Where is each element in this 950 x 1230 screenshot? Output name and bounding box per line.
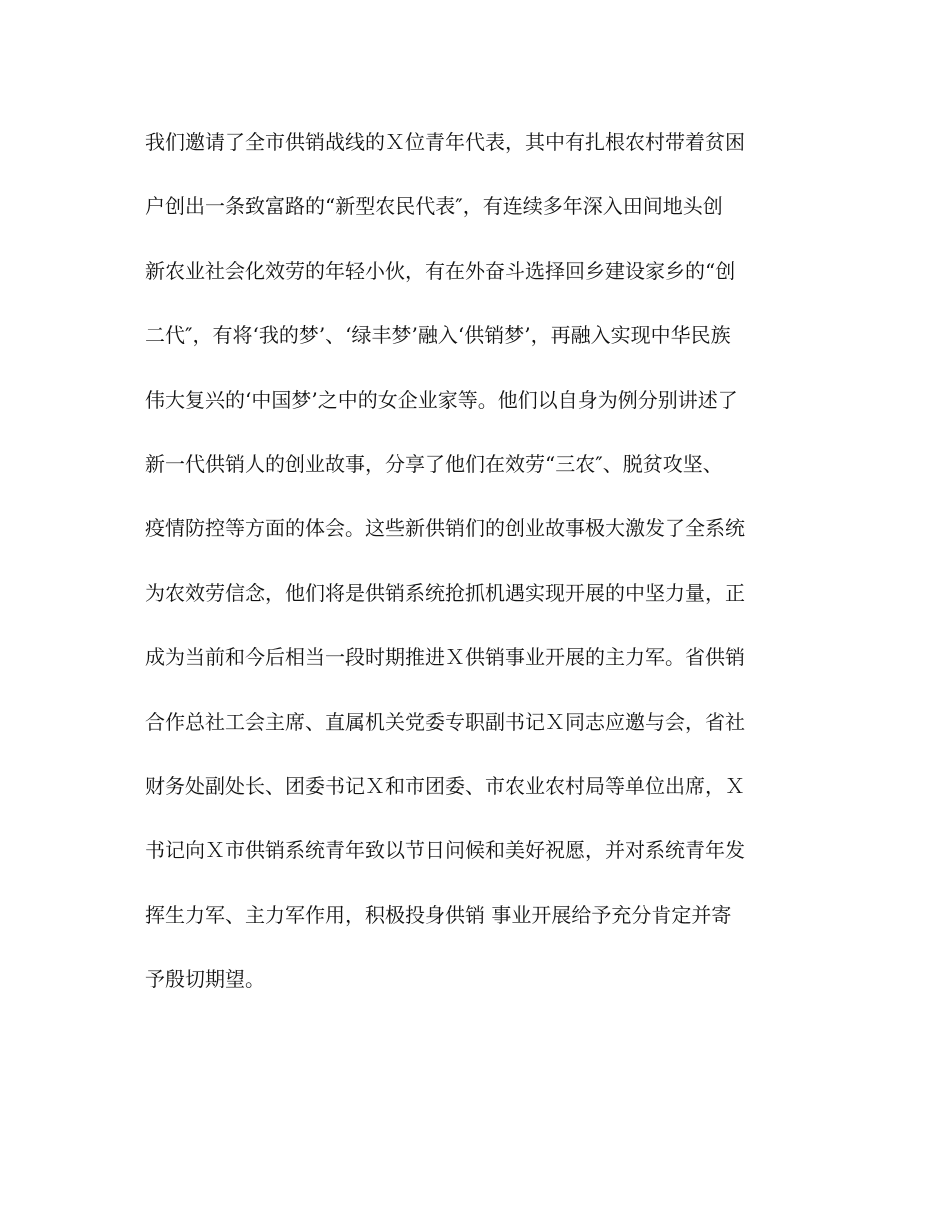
text-line: 伟大复兴的‘中国梦’之中的女企业家等。他们以自身为例分别讲述了	[145, 387, 738, 412]
text-line: 财务处副处长、团委书记Ｘ和市团委、市农业农村局等单位出席，Ｘ	[145, 773, 745, 798]
text-line: 新一代供销人的创业故事，分享了他们在效劳“三农″、脱贫攻坚、	[145, 451, 723, 476]
text-line: 合作总社工会主席、直属机关党委专职副书记Ｘ同志应邀与会，省社	[145, 709, 745, 734]
text-line: 挥生力军、主力军作用，积极投身供销 事业开展给予充分肯定并寄	[145, 902, 732, 927]
body-paragraph	[145, 122, 815, 1023]
text-line: 成为当前和今后相当一段时期推进Ｘ供销事业开展的主力军。省供销	[145, 645, 745, 670]
text-line: 户创出一条致富路的“新型农民代表″，有连续多年深入田间地头创	[145, 194, 723, 219]
text-line: 疫情防控等方面的体会。这些新供销们的创业故事极大激发了全系统	[145, 516, 745, 541]
text-line: 新农业社会化效劳的年轻小伙，有在外奋斗选择回乡建设家乡的“创	[145, 258, 736, 283]
text-line: 二代″，有将‘我的梦’、‘绿丰梦’融入‘供销梦’，再融入实现中华民族	[145, 323, 731, 348]
text-line: 为农效劳信念，他们将是供销系统抢抓机遇实现开展的中坚力量，正	[145, 580, 745, 605]
text-line: 予殷切期望。	[145, 967, 265, 992]
text-line: 书记向Ｘ市供销系统青年致以节日问候和美好祝愿，并对系统青年发	[145, 838, 745, 863]
text-line: 我们邀请了全市供销战线的Ｘ位青年代表，其中有扎根农村带着贫困	[145, 130, 745, 154]
